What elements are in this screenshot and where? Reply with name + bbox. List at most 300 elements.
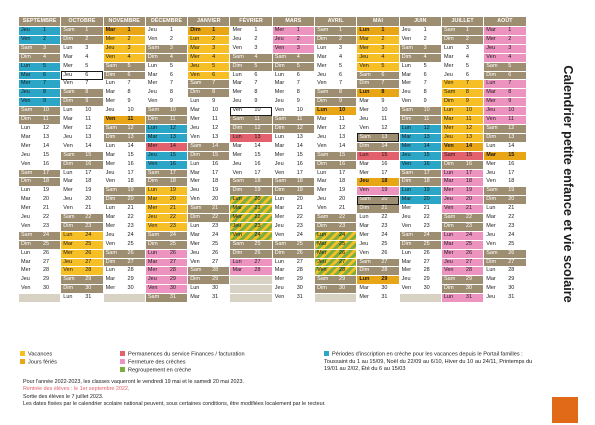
day-number: 13	[381, 133, 388, 140]
day-number: 4	[423, 53, 427, 60]
day-cell	[484, 276, 526, 285]
day-cell	[230, 62, 272, 71]
weekday-label: Mer	[317, 62, 327, 69]
day-number: 13	[508, 133, 515, 140]
day-row	[19, 187, 527, 196]
day-cell	[441, 44, 483, 53]
weekday-label: Ven	[317, 80, 327, 87]
legend-jours-feries: Jours fériés	[20, 359, 57, 367]
weekday-label: Lun	[486, 267, 496, 274]
day-number: 27	[169, 258, 176, 265]
day-cell	[399, 142, 441, 151]
day-number: 4	[212, 53, 216, 60]
day-cell	[230, 53, 272, 62]
day-number: 26	[212, 249, 219, 256]
day-number: 12	[423, 124, 430, 131]
day-cell	[315, 258, 357, 267]
day-cell	[61, 80, 103, 89]
day-cell	[103, 160, 145, 169]
day-number: 8	[339, 89, 343, 96]
day-number: 22	[508, 214, 515, 221]
day-number: 11	[296, 116, 303, 123]
day-cell	[188, 124, 230, 133]
weekday-label: Dim	[317, 35, 327, 42]
day-number: 8	[381, 89, 385, 96]
day-number: 10	[254, 107, 261, 114]
weekday-label: Lun	[190, 222, 200, 229]
day-cell	[315, 205, 357, 214]
day-number: 18	[381, 178, 388, 185]
day-cell	[399, 222, 441, 231]
weekday-label: Ven	[486, 240, 496, 247]
day-cell	[272, 214, 314, 223]
day-number: 1	[381, 27, 385, 33]
day-number: 16	[296, 160, 303, 167]
weekday-label: Mar	[359, 35, 369, 42]
day-cell	[357, 258, 399, 267]
day-cell	[484, 294, 526, 303]
day-number: 4	[127, 53, 131, 60]
day-number: 5	[296, 62, 300, 69]
day-cell	[19, 285, 61, 294]
day-number: 28	[423, 267, 430, 274]
weekday-label: Mar	[274, 267, 285, 274]
day-cell	[230, 196, 272, 205]
weekday-label: Dim	[21, 53, 31, 60]
weekday-label: Jeu	[443, 196, 453, 203]
day-number: 15	[465, 151, 473, 158]
weekday-label: Mar	[105, 27, 116, 33]
day-number: 15	[508, 151, 515, 158]
month-header: AVRIL	[315, 17, 357, 27]
day-row	[19, 133, 527, 142]
day-row	[19, 249, 527, 258]
weekday-label: Ven	[359, 187, 369, 194]
day-cell	[103, 98, 145, 107]
day-cell	[188, 151, 230, 160]
day-number: 8	[169, 89, 173, 96]
weekday-label: Mer	[486, 35, 496, 42]
day-cell	[441, 35, 483, 44]
weekday-label: Dim	[274, 124, 285, 131]
day-cell	[145, 35, 187, 44]
day-cell	[484, 258, 526, 267]
day-number: 7	[42, 80, 46, 87]
day-number: 16	[508, 160, 515, 167]
day-number: 18	[127, 178, 134, 185]
month-header: AOÛT	[484, 17, 526, 27]
day-number: 2	[508, 35, 512, 42]
day-cell	[315, 116, 357, 125]
empty-cell	[19, 294, 61, 303]
day-cell	[315, 267, 357, 276]
weekday-label: Ven	[443, 142, 454, 149]
day-number: 3	[85, 44, 89, 51]
weekday-label: Jeu	[359, 240, 369, 247]
day-cell	[230, 116, 272, 125]
day-number: 17	[254, 169, 261, 176]
weekday-label: Mer	[21, 205, 31, 212]
day-number: 16	[465, 160, 473, 167]
weekday-label: Sam	[317, 27, 329, 33]
weekday-label: Lun	[359, 276, 370, 283]
day-cell	[315, 142, 357, 151]
day-cell	[357, 169, 399, 178]
day-number: 1	[339, 27, 343, 33]
day-number: 1	[212, 27, 216, 33]
day-number: 24	[423, 231, 430, 238]
weekday-label: Jeu	[147, 151, 157, 158]
day-cell	[61, 258, 103, 267]
day-number: 6	[339, 71, 343, 78]
day-number: 30	[339, 285, 346, 292]
day-number: 4	[381, 53, 385, 60]
weekday-label: Mar	[105, 214, 116, 221]
empty-cell	[103, 294, 145, 303]
weekday-label: Mar	[21, 196, 31, 203]
day-number: 14	[254, 142, 261, 149]
day-cell	[315, 124, 357, 133]
weekday-label: Mar	[317, 240, 327, 247]
day-cell	[399, 178, 441, 187]
day-number: 21	[465, 205, 473, 212]
day-cell	[484, 249, 526, 258]
day-cell	[61, 107, 103, 116]
day-cell	[357, 27, 399, 36]
weekday-label: Mer	[317, 187, 327, 194]
day-number: 10	[169, 107, 176, 114]
weekday-label: Lun	[486, 142, 496, 149]
weekday-label: Jeu	[190, 187, 200, 194]
day-number: 7	[381, 80, 385, 87]
weekday-label: Jeu	[359, 178, 369, 185]
weekday-label: Mer	[190, 178, 200, 185]
day-cell	[61, 240, 103, 249]
weekday-label: Lun	[105, 80, 115, 87]
day-number: 24	[212, 231, 219, 238]
day-number: 28	[42, 267, 50, 274]
weekday-label: Mar	[486, 214, 496, 221]
month-header: NOVEMBRE	[103, 17, 145, 27]
day-cell	[19, 27, 61, 36]
weekday-label: Ven	[105, 178, 116, 185]
day-cell	[19, 258, 61, 267]
day-cell	[441, 142, 483, 151]
day-cell	[272, 44, 314, 53]
day-cell	[399, 151, 441, 160]
day-cell	[145, 116, 187, 125]
day-number: 3	[296, 44, 300, 51]
day-cell	[315, 62, 357, 71]
day-cell	[103, 178, 145, 187]
weekday-label: Mar	[443, 178, 454, 185]
day-cell	[145, 44, 187, 53]
day-number: 19	[296, 187, 303, 194]
day-number: 20	[339, 196, 346, 203]
day-number: 13	[169, 133, 176, 140]
day-number: 9	[127, 98, 131, 105]
day-cell	[230, 124, 272, 133]
weekday-label: Mar	[274, 80, 285, 87]
weekday-label: Dim	[21, 240, 31, 247]
day-cell	[145, 89, 187, 98]
day-cell	[188, 196, 230, 205]
day-cell	[230, 214, 272, 223]
weekday-label: Mer	[401, 205, 412, 212]
day-cell	[19, 196, 61, 205]
weekday-label: Dim	[190, 27, 201, 33]
weekday-label: Dim	[443, 160, 454, 167]
weekday-label: Lun	[63, 44, 73, 51]
empty-cell	[399, 294, 441, 303]
day-cell	[484, 178, 526, 187]
day-number: 25	[381, 240, 388, 247]
weekday-label: Dim	[21, 178, 31, 185]
day-cell	[61, 53, 103, 62]
day-cell	[484, 27, 526, 36]
weekday-label: Sam	[317, 89, 329, 96]
day-cell	[399, 214, 441, 223]
day-cell	[357, 133, 399, 142]
weekday-label: Lun	[105, 142, 115, 149]
day-row	[19, 53, 527, 62]
day-number: 16	[127, 160, 134, 167]
day-number: 6	[254, 71, 258, 78]
weekday-label: Dim	[401, 178, 412, 185]
weekday-label: Lun	[401, 124, 411, 131]
day-number: 5	[381, 62, 385, 69]
day-number: 22	[296, 214, 303, 221]
day-cell	[272, 116, 314, 125]
weekday-label: Mer	[401, 80, 412, 87]
day-number: 25	[254, 240, 261, 247]
weekday-label: Lun	[63, 169, 73, 176]
day-number: 21	[339, 205, 346, 212]
day-number: 29	[296, 276, 303, 283]
day-number: 29	[465, 276, 473, 283]
day-number: 31	[169, 294, 176, 301]
day-number: 15	[42, 151, 50, 158]
day-number: 29	[127, 276, 134, 283]
day-cell	[188, 116, 230, 125]
weekday-label: Jeu	[401, 276, 411, 283]
weekday-label: Ven	[63, 267, 73, 274]
weekday-label: Sam	[63, 214, 75, 221]
weekday-label: Ven	[274, 294, 285, 301]
day-number: 2	[42, 35, 46, 42]
day-number: 26	[296, 249, 303, 256]
weekday-label: Sam	[147, 231, 160, 238]
day-row	[19, 276, 527, 285]
weekday-label: Ven	[359, 62, 369, 69]
day-number: 20	[212, 196, 219, 203]
weekday-label: Lun	[274, 133, 284, 140]
weekday-label: Jeu	[317, 71, 326, 78]
day-number: 19	[465, 187, 473, 194]
weekday-label: Mar	[359, 160, 369, 167]
weekday-label: Sam	[486, 249, 498, 256]
day-cell	[441, 267, 483, 276]
weekday-label: Dim	[359, 267, 370, 274]
day-cell	[399, 240, 441, 249]
day-number: 31	[212, 294, 219, 301]
day-number: 10	[212, 107, 219, 114]
day-number: 27	[423, 258, 430, 265]
weekday-label: Mar	[486, 27, 496, 33]
day-number: 12	[381, 124, 388, 131]
day-cell	[441, 196, 483, 205]
day-number: 2	[465, 35, 469, 42]
legend-swatch-permanences	[120, 351, 125, 356]
weekday-label: Jeu	[21, 214, 30, 221]
day-number: 18	[254, 178, 261, 185]
weekday-label: Mer	[443, 124, 454, 131]
weekday-label: Mer	[21, 142, 31, 149]
day-cell	[188, 89, 230, 98]
day-number: 21	[296, 205, 303, 212]
day-cell	[315, 160, 357, 169]
weekday-label: Lun	[274, 258, 284, 265]
day-number: 7	[508, 80, 512, 87]
day-number: 5	[212, 62, 216, 69]
weekday-label: Sam	[21, 231, 33, 238]
day-cell	[19, 53, 61, 62]
weekday-label: Mer	[147, 205, 158, 212]
day-cell	[19, 205, 61, 214]
day-number: 4	[296, 53, 300, 60]
day-cell	[315, 133, 357, 142]
weekday-label: Mer	[147, 80, 158, 87]
day-cell	[399, 107, 441, 116]
weekday-label: Lun	[21, 249, 31, 256]
day-number: 13	[85, 133, 92, 140]
weekday-label: Lun	[147, 124, 158, 131]
day-number: 7	[127, 80, 131, 87]
day-cell	[145, 285, 187, 294]
day-number: 14	[212, 142, 219, 149]
day-cell	[357, 214, 399, 223]
day-cell	[272, 267, 314, 276]
day-cell	[357, 222, 399, 231]
day-number: 14	[85, 142, 92, 149]
weekday-label: Ven	[190, 196, 200, 203]
day-number: 27	[508, 258, 515, 265]
day-number: 17	[508, 169, 515, 176]
day-number: 31	[296, 294, 303, 301]
weekday-label: Jeu	[105, 169, 115, 176]
weekday-label: Mer	[21, 80, 31, 87]
day-cell	[399, 124, 441, 133]
day-number: 5	[42, 62, 46, 69]
weekday-label: Mar	[443, 116, 454, 123]
weekday-label: Dim	[401, 240, 412, 247]
day-cell	[103, 231, 145, 240]
day-number: 28	[465, 267, 473, 274]
day-cell	[272, 151, 314, 160]
day-cell	[357, 267, 399, 276]
day-cell	[145, 196, 187, 205]
day-number: 8	[423, 89, 427, 96]
day-cell	[230, 205, 272, 214]
weekday-label: Mar	[147, 71, 158, 78]
day-cell	[484, 35, 526, 44]
day-number: 8	[296, 89, 300, 96]
day-cell	[103, 222, 145, 231]
day-cell	[188, 222, 230, 231]
day-number: 1	[254, 27, 258, 33]
day-number: 6	[212, 71, 216, 78]
day-number: 13	[423, 133, 430, 140]
day-number: 30	[381, 285, 388, 292]
day-number: 31	[85, 294, 92, 301]
empty-cell	[315, 294, 357, 303]
empty-cell	[230, 294, 272, 303]
day-number: 8	[42, 89, 46, 96]
day-cell	[188, 44, 230, 53]
day-number: 5	[254, 62, 258, 69]
weekday-label: Jeu	[443, 258, 453, 265]
weekday-label: Mar	[359, 98, 369, 105]
day-cell	[61, 214, 103, 223]
weekday-label: Sam	[359, 258, 371, 265]
day-cell	[357, 142, 399, 151]
day-cell	[484, 267, 526, 276]
weekday-label: Mer	[190, 116, 200, 123]
day-cell	[145, 240, 187, 249]
day-number: 12	[508, 124, 515, 131]
day-cell	[272, 142, 314, 151]
day-number: 27	[127, 258, 134, 265]
day-row	[19, 258, 527, 267]
day-cell	[61, 187, 103, 196]
weekday-label: Dim	[147, 178, 158, 185]
weekday-label: Ven	[105, 240, 116, 247]
weekday-label: Dim	[190, 214, 200, 221]
day-cell	[61, 71, 103, 80]
weekday-label: Jeu	[317, 196, 326, 203]
day-cell	[399, 35, 441, 44]
day-number: 17	[42, 169, 50, 176]
day-number: 23	[381, 222, 388, 229]
day-cell	[230, 231, 272, 240]
day-cell	[441, 107, 483, 116]
weekday-label: Ven	[21, 35, 31, 42]
day-number: 8	[465, 89, 469, 96]
day-number: 9	[339, 98, 343, 105]
day-cell	[230, 142, 272, 151]
day-cell	[145, 214, 187, 223]
day-cell	[484, 89, 526, 98]
day-cell	[272, 98, 314, 107]
day-cell	[19, 214, 61, 223]
weekday-label: Ven	[443, 267, 454, 274]
day-number: 10	[465, 107, 473, 114]
day-row	[19, 98, 527, 107]
day-number: 26	[381, 249, 388, 256]
day-number: 16	[254, 160, 261, 167]
weekday-label: Sam	[63, 276, 75, 283]
day-cell	[188, 187, 230, 196]
day-number: 26	[42, 249, 50, 256]
day-cell	[103, 285, 145, 294]
day-number: 3	[423, 44, 427, 51]
day-number: 15	[296, 151, 303, 158]
day-number: 18	[339, 178, 346, 185]
weekday-label: Ven	[274, 44, 285, 51]
day-cell	[230, 71, 272, 80]
weekday-label: Jeu	[274, 160, 284, 167]
day-number: 13	[254, 133, 261, 140]
